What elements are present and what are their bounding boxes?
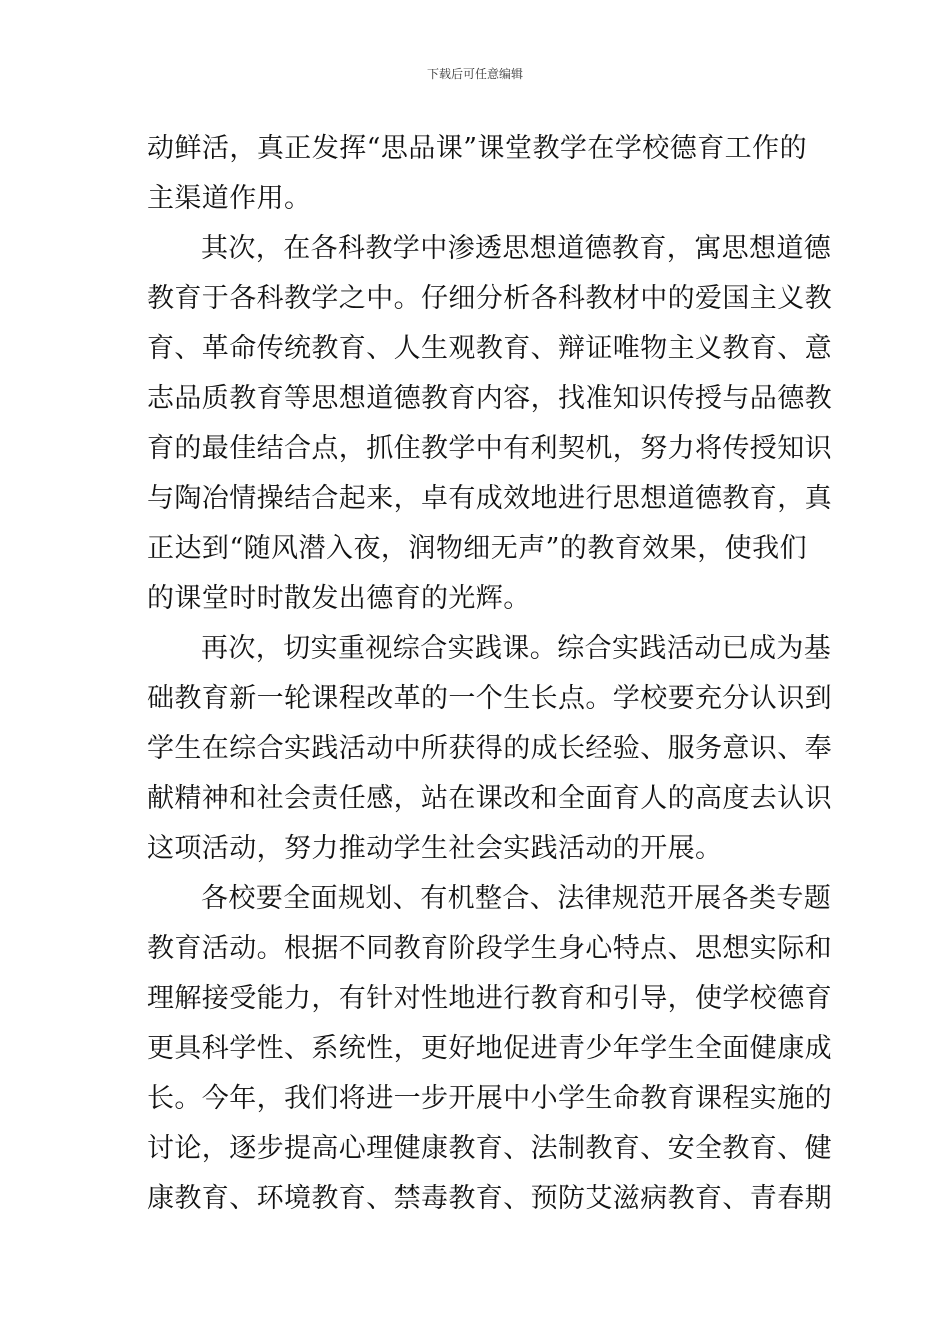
body-text-line: 育的最佳结合点，抓住教学中有利契机，努力将传授知识	[147, 433, 832, 464]
body-text-line: 与陶冶情操结合起来，卓有成效地进行思想道德教育，真	[147, 483, 832, 514]
body-text-line: 教育于各科教学之中。仔细分析各科教材中的爱国主义教	[147, 283, 832, 314]
body-text-line: 础教育新一轮课程改革的一个生长点。学校要充分认识到	[147, 683, 832, 714]
body-text-line: 育、革命传统教育、人生观教育、辩证唯物主义教育、意	[147, 333, 832, 364]
body-text-line: 更具科学性、系统性，更好地促进青少年学生全面健康成	[147, 1033, 832, 1064]
body-text-line: 的课堂时时散发出德育的光辉。	[147, 583, 531, 614]
body-text-line: 教育活动。根据不同教育阶段学生身心特点、思想实际和	[147, 933, 832, 964]
body-text-line: 正达到“随风潜入夜，润物细无声”的教育效果，使我们	[147, 533, 807, 564]
page-header: 下载后可任意编辑	[426, 67, 523, 81]
body-text-line: 长。今年，我们将进一步开展中小学生命教育课程实施的	[147, 1083, 832, 1114]
paragraph-first-line: 各校要全面规划、有机整合、法律规范开展各类专题	[201, 883, 832, 914]
body-text-line: 学生在综合实践活动中所获得的成长经验、服务意识、奉	[147, 733, 832, 764]
paragraph-first-line: 再次，切实重视综合实践课。综合实践活动已成为基	[201, 633, 832, 664]
body-text-line: 理解接受能力，有针对性地进行教育和引导，使学校德育	[147, 983, 832, 1014]
body-text-line: 志品质教育等思想道德教育内容，找准知识传授与品德教	[147, 383, 832, 414]
body-text-line: 献精神和社会责任感，站在课改和全面育人的高度去认识	[147, 783, 832, 814]
body-text-line: 主渠道作用。	[147, 183, 312, 214]
body-text-line: 动鲜活，真正发挥“思品课”课堂教学在学校德育工作的	[147, 133, 807, 164]
body-text-line: 讨论，逐步提高心理健康教育、法制教育、安全教育、健	[147, 1133, 832, 1164]
paragraph-first-line: 其次，在各科教学中渗透思想道德教育，寓思想道德	[201, 233, 832, 264]
body-text-line: 康教育、环境教育、禁毒教育、预防艾滋病教育、青春期	[147, 1183, 832, 1214]
body-text-line: 这项活动，努力推动学生社会实践活动的开展。	[147, 833, 723, 864]
